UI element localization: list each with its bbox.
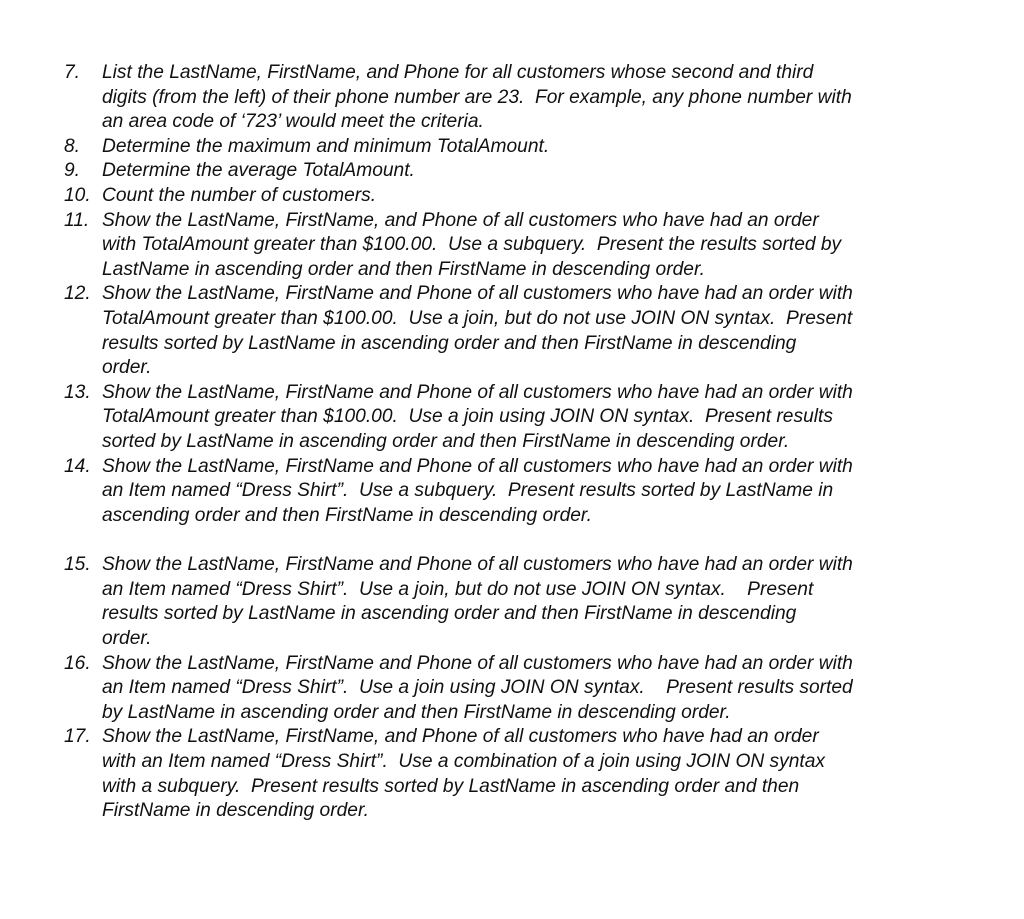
question-13 (64, 381, 964, 455)
question-11 (64, 209, 964, 283)
question-text: Show the LastName, FirstName, and Phone of all customers who have had an order with an Item named “Dress Shirt”. Use a combination of a join using JOIN ON syntax with a subquery. Present results sorted by LastName in ascending order and then FirstName in descending order. (102, 726, 826, 822)
question-text: Show the LastName, FirstName and Phone of all customers who have had an order with TotalAmount greater than $100.00. Use a join, but do not use JOIN ON syntax. Present results sorted by LastName in ascending order and then FirstName in descending order. (102, 283, 853, 379)
question-10 (64, 184, 964, 209)
question-number: 12. (64, 283, 91, 305)
question-17 (64, 725, 964, 823)
question-15 (64, 553, 964, 651)
question-number: 15. (64, 554, 91, 576)
question-14 (64, 455, 964, 529)
question-text: Determine the average TotalAmount. (102, 160, 415, 182)
question-8 (64, 135, 964, 160)
question-12 (64, 282, 964, 380)
question-16 (64, 652, 964, 726)
blank-line (64, 528, 964, 553)
question-text: Show the LastName, FirstName and Phone of all customers who have had an order with TotalAmount greater than $100.00. Use a join using JOIN ON syntax. Present results sorted by LastName in ascending order and then FirstName in descending order. (102, 381, 853, 452)
question-number: 16. (64, 652, 91, 674)
question-text: Show the LastName, FirstName and Phone of all customers who have had an order with an Item named “Dress Shirt”. Use a subquery. Present results sorted by LastName in ascending order and then FirstName in descending order. (102, 455, 853, 526)
question-text: Count the number of customers. (102, 184, 377, 206)
question-number: 17. (64, 726, 91, 748)
question-number: 9. (64, 160, 81, 182)
question-text: Determine the maximum and minimum TotalAmount. (102, 135, 550, 157)
question-text: List the LastName, FirstName, and Phone for all customers whose second and third digits (from the left) of their phone number are 23. For example, any phone number with an area code of ‘723’ would meet the criteria. (102, 62, 852, 133)
question-number: 10. (64, 184, 91, 206)
question-text: Show the LastName, FirstName, and Phone of all customers who have had an order with TotalAmount greater than $100.00. Use a subquery. Present the results sorted by LastName in ascending order and then FirstName in descending order. (102, 209, 842, 280)
question-number: 7. (64, 62, 81, 83)
question-9 (64, 159, 964, 184)
question-number: 13. (64, 381, 91, 403)
question-number: 14. (64, 455, 91, 477)
question-number: 11. (64, 209, 90, 231)
question-list (64, 61, 964, 824)
question-7 (64, 61, 964, 135)
question-text: Show the LastName, FirstName and Phone of all customers who have had an order with an Item named “Dress Shirt”. Use a join using JOIN ON syntax. Present results sorted by LastName in ascending order and then FirstName in descending order. (102, 652, 853, 723)
question-number: 8. (64, 135, 81, 157)
question-text: Show the LastName, FirstName and Phone of all customers who have had an order with an Item named “Dress Shirt”. Use a join, but do not use JOIN ON syntax. Present results sorted by LastName in ascending order and then FirstName in descending order. (102, 554, 853, 650)
